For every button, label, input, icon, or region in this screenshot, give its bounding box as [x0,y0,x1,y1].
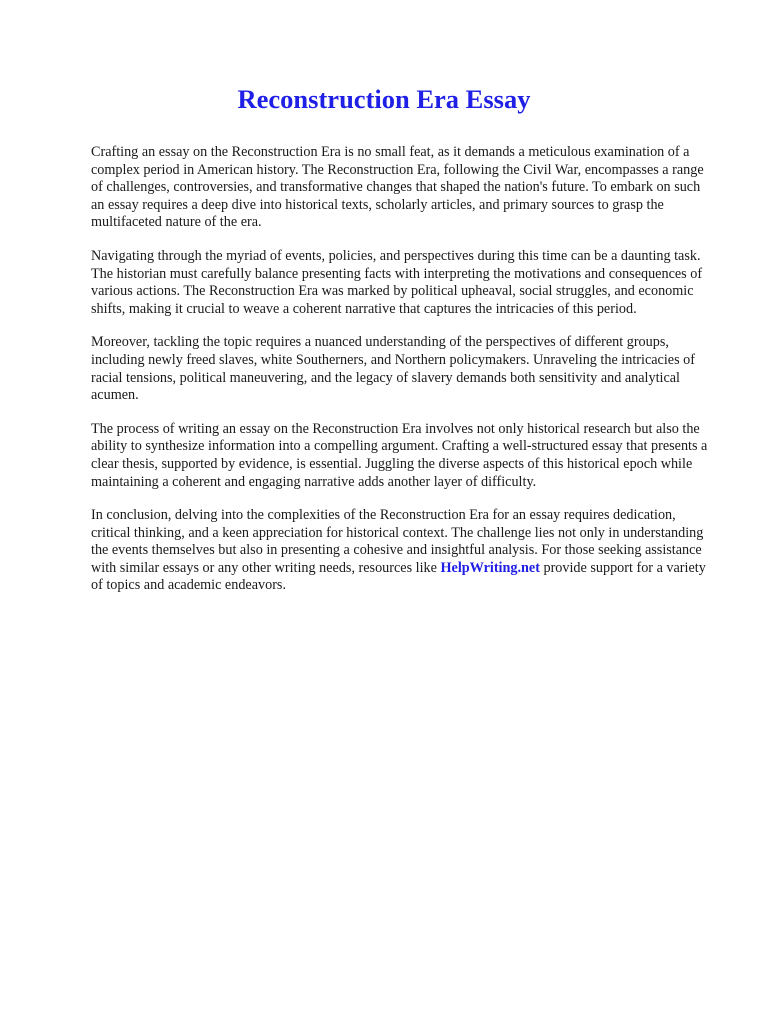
paragraph-3: Moreover, tackling the topic requires a nuanced understanding of the perspectives of different groups, including newly freed slaves, white Southerners, and Northern policymakers. Unraveling the intricacies of racial tensions, political maneuvering, and the legacy of slavery demands both sensitivity and analytical acumen. [91,334,695,404]
helpwriting-link[interactable]: HelpWriting.net [440,559,540,576]
paragraph-4: The process of writing an essay on the Reconstruction Era involves not only historical research but also the ability to synthesize information into a compelling argument. Crafting a well-structured essay that presents a clear thesis, supported by evidence, is essential. Juggling the diverse aspects of this historical epoch while maintaining a coherent and engaging narrative adds another layer of difficulty. [91,420,708,490]
document-body [91,144,716,595]
paragraph-conclusion [91,507,716,595]
paragraph-1: Crafting an essay on the Reconstruction Era is no small feat, as it demands a meticulous examination of a complex period in American history. The Reconstruction Era, following the Civil War, encompasses a range of challenges, controversies, and transformative changes that shaped the nation's future. To embark on such an essay requires a deep dive into historical texts, scholarly articles, and primary sources to grasp the multifaceted nature of the era. [91,144,704,231]
conclusion-text-before-link: In conclusion, delving into the complexities of the Reconstruction Era for an essay requires dedication, critical thinking, and a keen appreciation for historical context. The challenge lies not only in understanding the events themselves but also in presenting a cohesive and insightful analysis. For those seeking assistance with similar essays or any other writing needs, resources like [91,507,704,576]
conclusion-text-after-link: provide support for a variety of topics and academic endeavors. [91,559,706,594]
paragraph-2: Navigating through the myriad of events, policies, and perspectives during this time can be a daunting task. The historian must carefully balance presenting facts with interpreting the motivations and consequences of various actions. The Reconstruction Era was marked by political upheaval, social struggles, and economic shifts, making it crucial to weave a coherent narrative that captures the intricacies of this period. [91,247,703,317]
document-title [0,0,768,116]
document-title-text: Reconstruction Era Essay [237,84,531,114]
